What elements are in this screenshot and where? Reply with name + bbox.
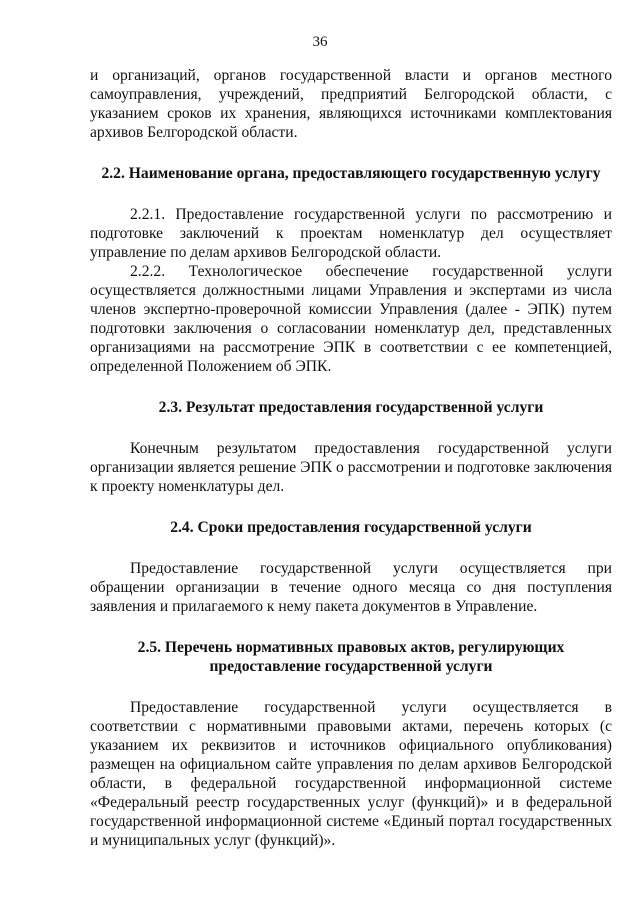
section-2-2-paragraph-2: 2.2.2. Технологическое обеспечение государственной услуги осуществляется должностными лицами Управления и экспертами из числа членов экспертно-проверочной комиссии Управления (далее - ЭПК) путем подготовки заключения о согласовании номенклатур дел, представленных организациями на рассмотрение ЭПК в соответствии с ее компетенцией, определенной Положением об ЭПК. [90, 263, 612, 375]
page-number: 36 [312, 34, 328, 50]
section-2-4-paragraph-1: Предоставление государственной услуги осуществляется при обращении организации в течение одного месяца со дня поступления заявления и прилагаемого к нему пакета документов в Управление. [90, 560, 612, 615]
section-2-5-heading-line-1: 2.5. Перечень нормативных правовых актов, регулирующих [137, 639, 565, 656]
section-2-2-heading: 2.2. Наименование органа, предоставляющего государственную услугу [101, 165, 601, 182]
section-2-2-paragraph-1: 2.2.1. Предоставление государственной услуги по рассмотрению и подготовке заключений к проектам номенклатур дел осуществляет управление по делам архивов Белгородской области. [90, 206, 612, 261]
section-2-4-heading: 2.4. Сроки предоставления государственной услуги [170, 519, 532, 536]
document-body [90, 66, 612, 850]
section-2-3-heading: 2.3. Результат предоставления государственной услуги [158, 399, 544, 416]
section-2-5-heading-line-2: предоставление государственной услуги [209, 658, 493, 675]
section-2-3-paragraph-1: Конечным результатом предоставления государственной услуги организации является решение ЭПК о рассмотрении и подготовке заключения к проекту номенклатуры дел. [90, 440, 612, 495]
section-2-5-paragraph-1: Предоставление государственной услуги осуществляется в соответствии с нормативными правовыми актами, перечень которых (с указанием их реквизитов и источников официального опубликования) размещен на официальном сайте управления по делам архивов Белгородской области, в федеральной государственной информационной системе «Федеральный реестр государственных услуг (функций)» и в федеральной государственной информационной системе «Единый портал государственных и муниципальных услуг (функций)». [90, 699, 612, 849]
intro-paragraph: и организаций, органов государственной власти и органов местного самоуправления, учреждений, предприятий Белгородской области, с указанием сроков их хранения, являющихся источниками комплектования архивов Белгородской области. [90, 67, 612, 141]
